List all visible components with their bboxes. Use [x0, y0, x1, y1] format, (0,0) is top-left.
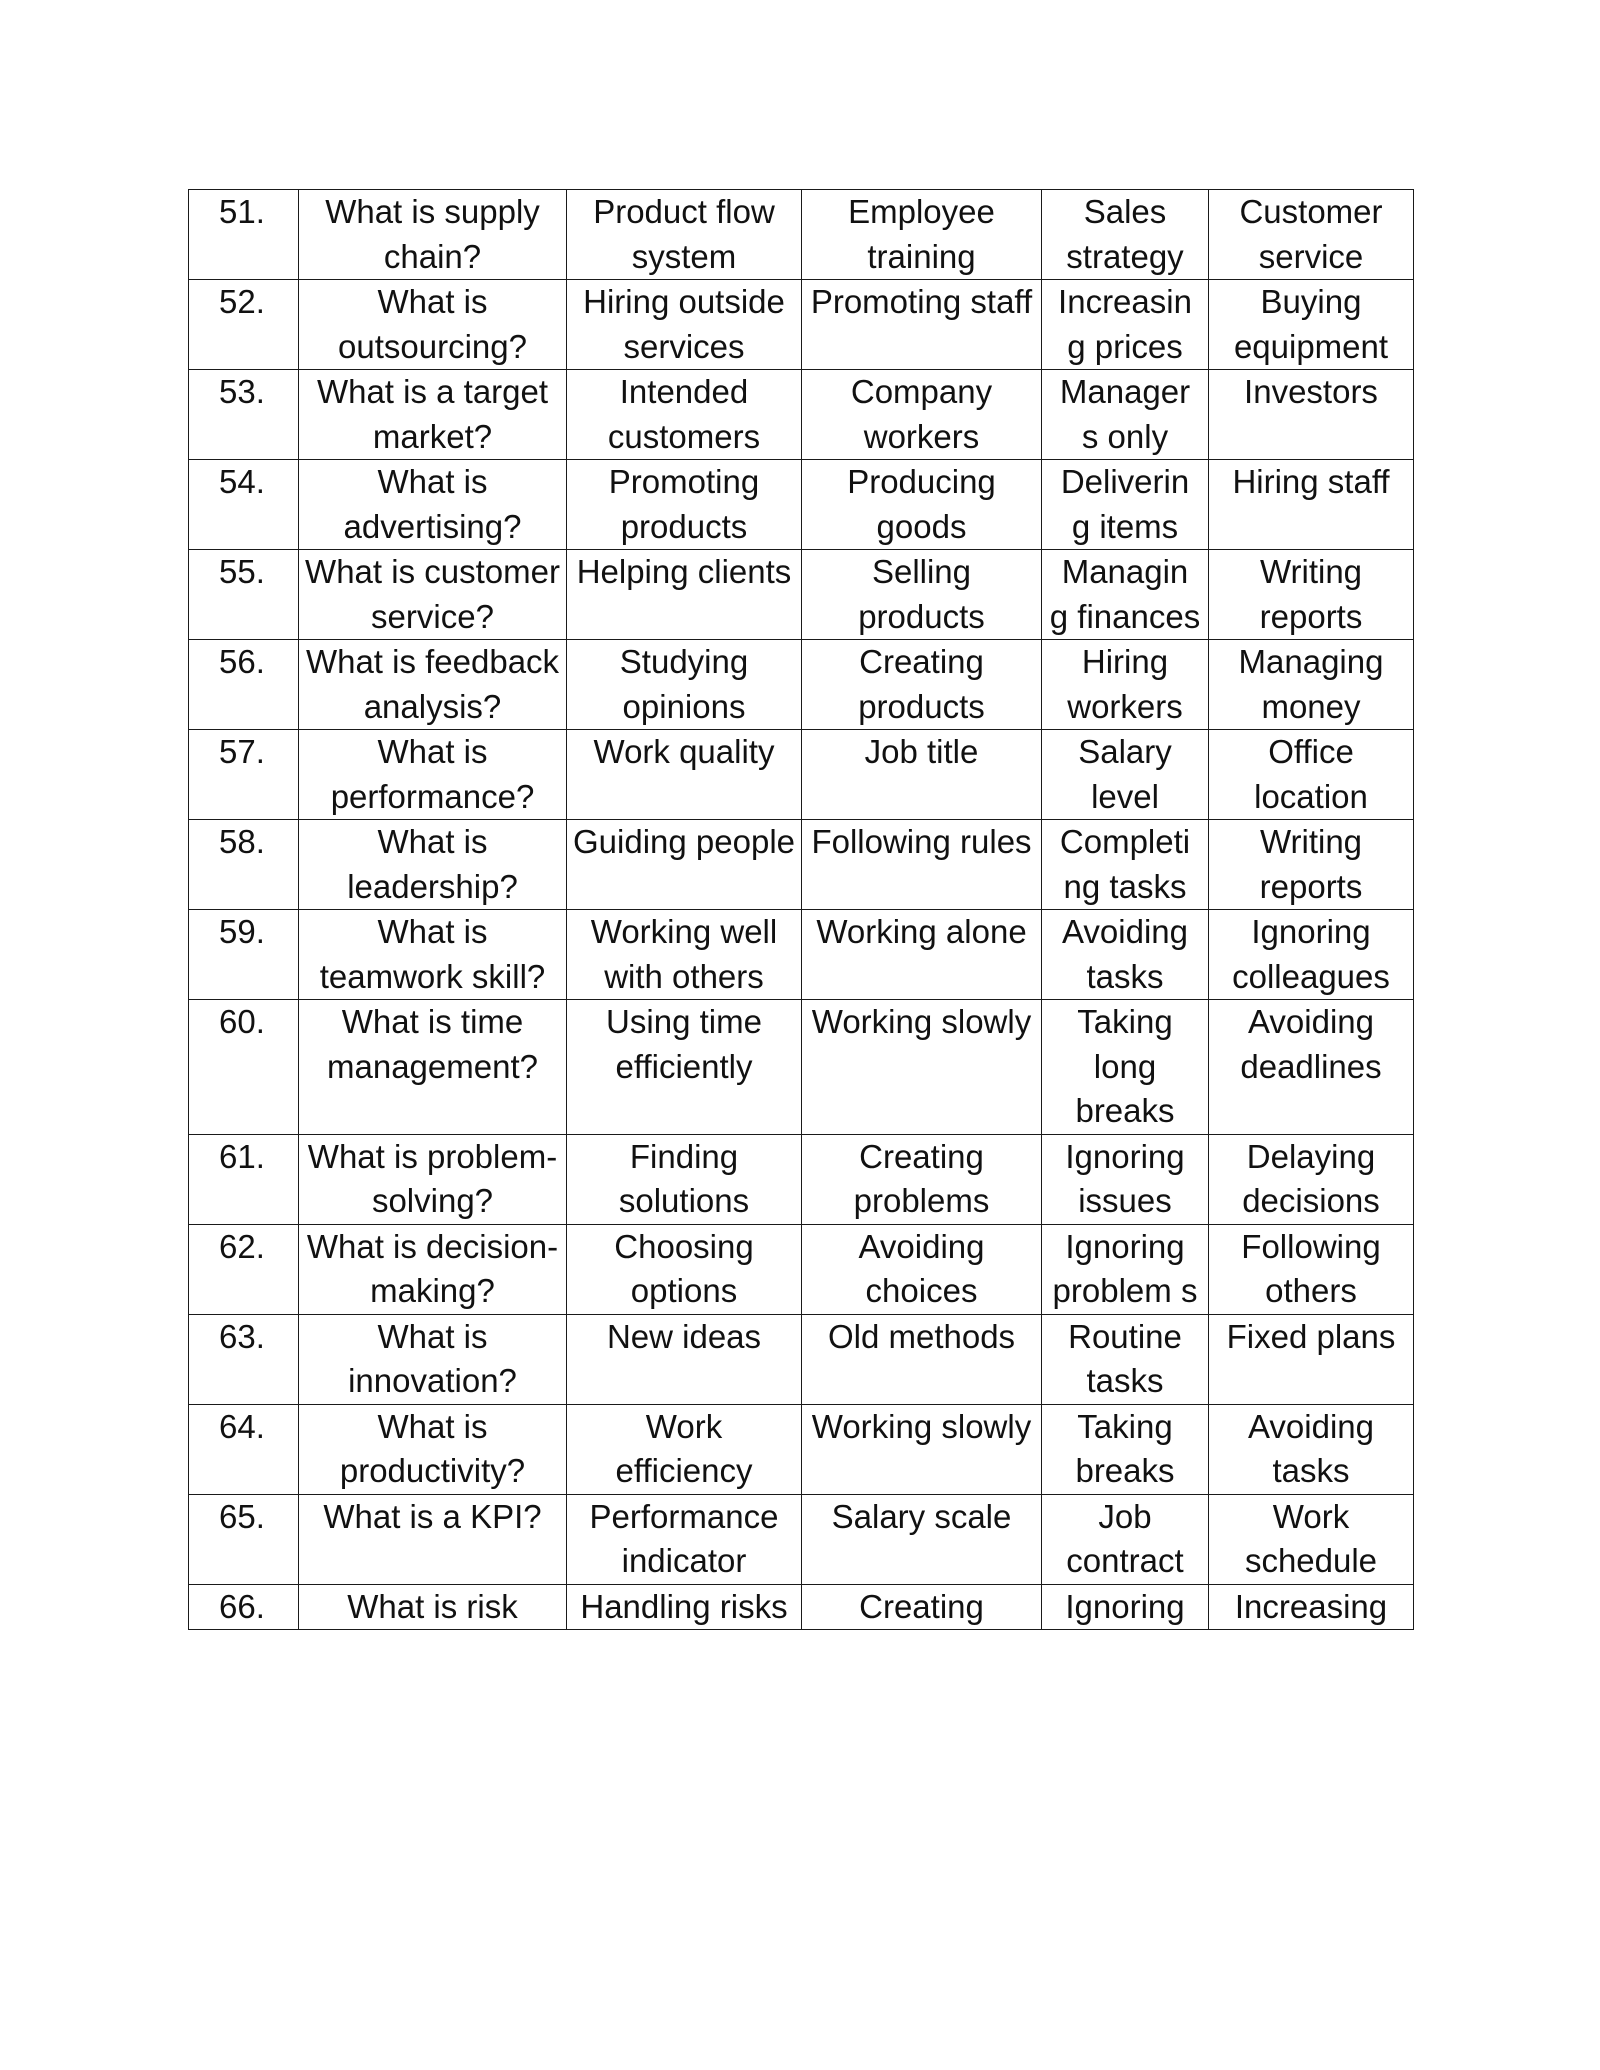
- question-number: 53.: [189, 370, 299, 460]
- option-a: Intended customers: [567, 370, 802, 460]
- option-c: Taking long breaks: [1042, 1000, 1209, 1135]
- question-text: What is advertising?: [299, 460, 567, 550]
- question-number: 63.: [189, 1314, 299, 1404]
- question-number: 51.: [189, 190, 299, 280]
- option-d: Increasing: [1209, 1584, 1414, 1630]
- option-a: Working well with others: [567, 910, 802, 1000]
- table-row: [189, 1134, 1414, 1224]
- option-a: Handling risks: [567, 1584, 802, 1630]
- option-c: Job contract: [1042, 1494, 1209, 1584]
- option-b: Creating problems: [802, 1134, 1042, 1224]
- option-c: Ignoring: [1042, 1584, 1209, 1630]
- question-text: What is problem-solving?: [299, 1134, 567, 1224]
- option-c: Avoiding tasks: [1042, 910, 1209, 1000]
- question-text: What is outsourcing?: [299, 280, 567, 370]
- option-b: Job title: [802, 730, 1042, 820]
- option-a: Work efficiency: [567, 1404, 802, 1494]
- question-number: 64.: [189, 1404, 299, 1494]
- question-text: What is teamwork skill?: [299, 910, 567, 1000]
- option-c: Taking breaks: [1042, 1404, 1209, 1494]
- option-a: Hiring outside services: [567, 280, 802, 370]
- option-d: Fixed plans: [1209, 1314, 1414, 1404]
- option-c: Sales strategy: [1042, 190, 1209, 280]
- option-a: Choosing options: [567, 1224, 802, 1314]
- option-a: Using time efficiently: [567, 1000, 802, 1135]
- option-b: Old methods: [802, 1314, 1042, 1404]
- question-number: 54.: [189, 460, 299, 550]
- option-b: Avoiding choices: [802, 1224, 1042, 1314]
- option-c: Deliverin g items: [1042, 460, 1209, 550]
- question-number: 57.: [189, 730, 299, 820]
- question-number: 58.: [189, 820, 299, 910]
- option-d: Ignoring colleagues: [1209, 910, 1414, 1000]
- option-d: Avoiding tasks: [1209, 1404, 1414, 1494]
- question-text: What is time management?: [299, 1000, 567, 1135]
- option-d: Writing reports: [1209, 550, 1414, 640]
- question-text: What is productivity?: [299, 1404, 567, 1494]
- option-b: Promoting staff: [802, 280, 1042, 370]
- option-c: Ignoring issues: [1042, 1134, 1209, 1224]
- option-b: Producing goods: [802, 460, 1042, 550]
- option-b: Creating products: [802, 640, 1042, 730]
- option-c: Ignoring problem s: [1042, 1224, 1209, 1314]
- option-a: Studying opinions: [567, 640, 802, 730]
- option-c: Increasin g prices: [1042, 280, 1209, 370]
- option-d: Office location: [1209, 730, 1414, 820]
- table-row: [189, 1494, 1414, 1584]
- option-d: Investors: [1209, 370, 1414, 460]
- option-d: Work schedule: [1209, 1494, 1414, 1584]
- question-text: What is risk: [299, 1584, 567, 1630]
- option-b: Working slowly: [802, 1404, 1042, 1494]
- option-a: New ideas: [567, 1314, 802, 1404]
- option-b: Following rules: [802, 820, 1042, 910]
- table-row: [189, 820, 1414, 910]
- option-d: Delaying decisions: [1209, 1134, 1414, 1224]
- table-row: [189, 460, 1414, 550]
- table-row: [189, 550, 1414, 640]
- table-row: [189, 280, 1414, 370]
- option-b: Working alone: [802, 910, 1042, 1000]
- question-text: What is decision-making?: [299, 1224, 567, 1314]
- option-a: Guiding people: [567, 820, 802, 910]
- option-d: Hiring staff: [1209, 460, 1414, 550]
- question-text: What is innovation?: [299, 1314, 567, 1404]
- option-b: Company workers: [802, 370, 1042, 460]
- option-c: Salary level: [1042, 730, 1209, 820]
- option-c: Routine tasks: [1042, 1314, 1209, 1404]
- option-d: Avoiding deadlines: [1209, 1000, 1414, 1135]
- option-b: Working slowly: [802, 1000, 1042, 1135]
- option-a: Finding solutions: [567, 1134, 802, 1224]
- question-number: 60.: [189, 1000, 299, 1135]
- option-a: Helping clients: [567, 550, 802, 640]
- table-row: [189, 910, 1414, 1000]
- option-a: Promoting products: [567, 460, 802, 550]
- question-number: 61.: [189, 1134, 299, 1224]
- quiz-table-body: [189, 190, 1414, 1630]
- table-row: [189, 1404, 1414, 1494]
- table-row: [189, 370, 1414, 460]
- option-c: Hiring workers: [1042, 640, 1209, 730]
- table-row: [189, 190, 1414, 280]
- option-c: Managin g finances: [1042, 550, 1209, 640]
- table-row: [189, 1314, 1414, 1404]
- option-a: Product flow system: [567, 190, 802, 280]
- question-number: 56.: [189, 640, 299, 730]
- quiz-table: [188, 189, 1414, 1630]
- question-number: 55.: [189, 550, 299, 640]
- question-number: 62.: [189, 1224, 299, 1314]
- option-b: Salary scale: [802, 1494, 1042, 1584]
- option-b: Employee training: [802, 190, 1042, 280]
- question-text: What is customer service?: [299, 550, 567, 640]
- option-a: Performance indicator: [567, 1494, 802, 1584]
- option-a: Work quality: [567, 730, 802, 820]
- question-text: What is supply chain?: [299, 190, 567, 280]
- option-d: Managing money: [1209, 640, 1414, 730]
- table-row: [189, 1584, 1414, 1630]
- question-text: What is leadership?: [299, 820, 567, 910]
- question-text: What is performance?: [299, 730, 567, 820]
- question-number: 66.: [189, 1584, 299, 1630]
- option-b: Creating: [802, 1584, 1042, 1630]
- table-row: [189, 1000, 1414, 1135]
- question-number: 52.: [189, 280, 299, 370]
- table-row: [189, 1224, 1414, 1314]
- option-d: Customer service: [1209, 190, 1414, 280]
- question-number: 59.: [189, 910, 299, 1000]
- table-row: [189, 640, 1414, 730]
- question-text: What is a target market?: [299, 370, 567, 460]
- option-c: Completi ng tasks: [1042, 820, 1209, 910]
- question-number: 65.: [189, 1494, 299, 1584]
- question-text: What is feedback analysis?: [299, 640, 567, 730]
- option-c: Manager s only: [1042, 370, 1209, 460]
- option-b: Selling products: [802, 550, 1042, 640]
- question-text: What is a KPI?: [299, 1494, 567, 1584]
- table-row: [189, 730, 1414, 820]
- option-d: Writing reports: [1209, 820, 1414, 910]
- option-d: Following others: [1209, 1224, 1414, 1314]
- option-d: Buying equipment: [1209, 280, 1414, 370]
